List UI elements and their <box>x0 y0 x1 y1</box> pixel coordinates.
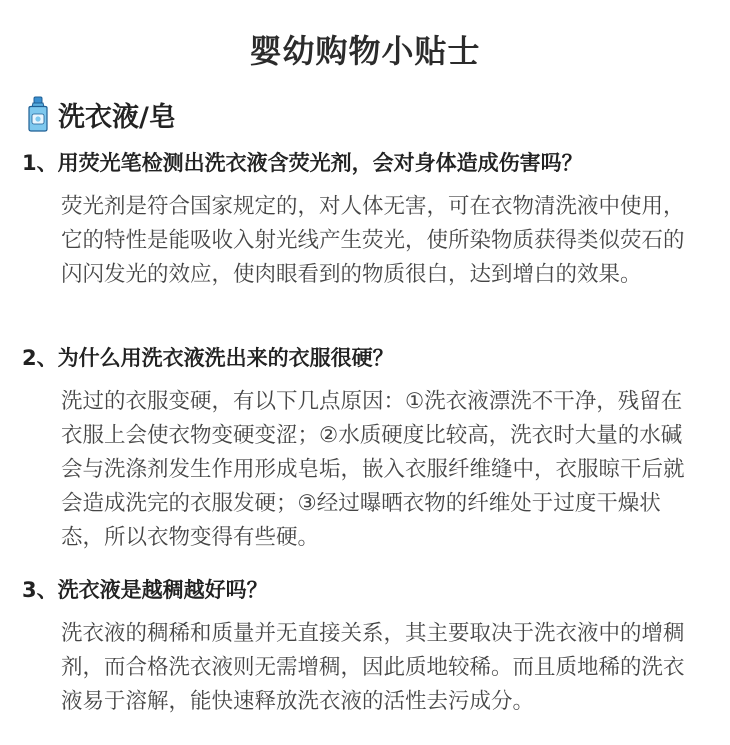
question-text: 1、用荧光笔检测出洗衣液含荧光剂，会对身体造成伤害吗？ <box>22 151 583 175</box>
section-title: 洗衣液/皂 <box>58 101 176 133</box>
answer-text: 荧光剂是符合国家规定的，对人体无害，可在衣物清洗液中使用，它的特性是能吸收入射光线产生荧光，使所染物质获得类似荧石的闪闪发光的效应，使肉眼看到的物质很白，达到增白的效果。 <box>61 194 685 287</box>
question-text: 3、洗衣液是越稠越好吗？ <box>22 578 268 602</box>
answer-text: 洗衣液的稠稀和质量并无直接关系，其主要取决于洗衣液中的增稠剂，而合格洗衣液则无需增稠，因此质地较稀。而且质地稀的洗衣液易于溶解，能快速释放洗衣液的活性去污成分。 <box>61 621 685 714</box>
page-title: 婴幼购物小贴士 <box>249 32 481 70</box>
qa-item <box>0 575 730 719</box>
question-text: 2、为什么用洗衣液洗出来的衣服很硬？ <box>22 346 394 370</box>
section-header <box>26 92 176 136</box>
answer-text: 洗过的衣服变硬，有以下几点原因：①洗衣液漂洗不干净，残留在衣服上会使衣物变硬变涩；②水质硬度比较高，洗衣时大量的水碱会与洗涤剂发生作用形成皂垢，嵌入衣服纤维缝中，衣服晾干后就会造成洗完的衣服发硬；③经过曝晒衣物的纤维处于过度干燥状态，所以衣物变得有些硬。 <box>61 389 685 550</box>
detergent-bottle-icon <box>26 96 50 132</box>
qa-item <box>0 148 730 292</box>
qa-item <box>0 343 730 555</box>
